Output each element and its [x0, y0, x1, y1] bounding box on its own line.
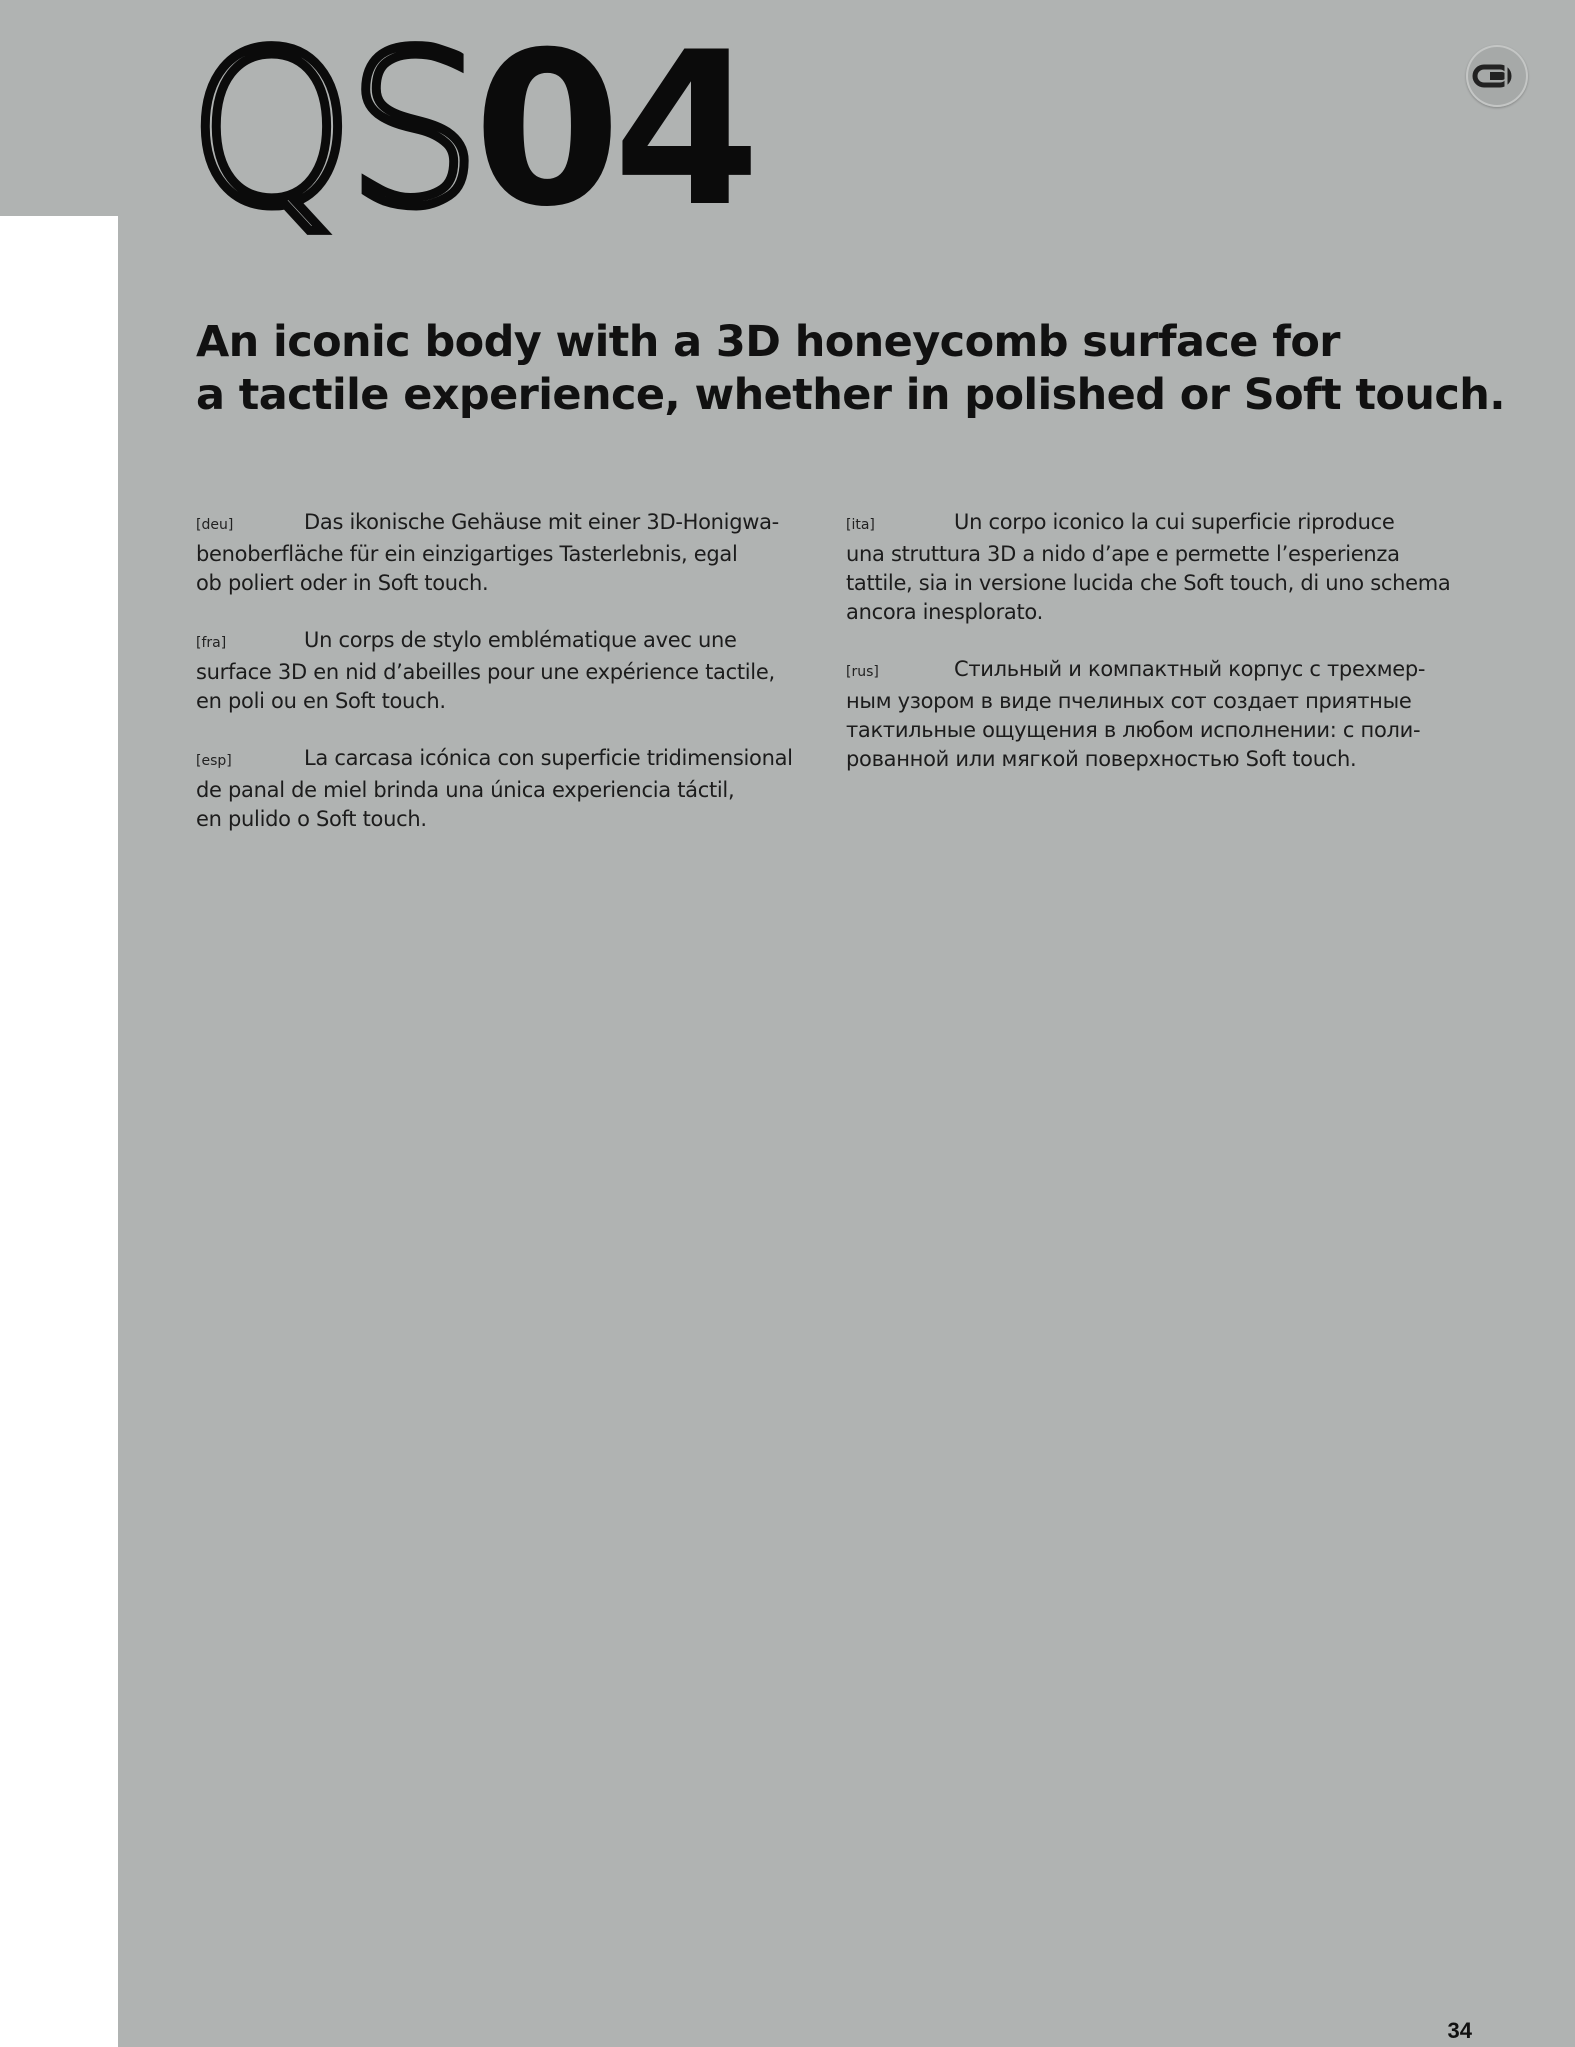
text-line: Das ikonische Gehäuse mit einer 3D-Honigwa- — [304, 510, 779, 534]
text-line: тактильные ощущения в любом исполнении: с поли- — [846, 718, 1421, 742]
lang-tag: [fra] — [196, 635, 227, 651]
text-line: una struttura 3D a nido d’ape e permette l’esperienza — [846, 542, 1400, 566]
lang-tag: [rus] — [846, 664, 879, 680]
text-line: de panal de miel brinda una única experiencia táctil, — [196, 778, 735, 802]
page-number: 34 — [1447, 2018, 1472, 2043]
left-text-column — [196, 508, 836, 862]
text-line: ancora inesplorato. — [846, 600, 1043, 624]
text-line: Un corps de stylo emblématique avec une — [304, 628, 737, 652]
text-line: en pulido o Soft touch. — [196, 807, 427, 831]
lang-tag: [deu] — [196, 517, 234, 533]
left-white-strip — [0, 216, 118, 2047]
text-line: ob poliert oder in Soft touch. — [196, 571, 489, 595]
lang-tag: [esp] — [196, 753, 232, 769]
title-bold: 04 — [473, 6, 753, 253]
text-line: La carcasa icónica con superficie tridimensional — [304, 746, 793, 770]
text-line: surface 3D en nid d’abeilles pour une expérience tactile, — [196, 660, 775, 684]
paragraph-deu — [196, 508, 836, 598]
product-title — [188, 6, 753, 253]
paragraph-esp — [196, 744, 836, 834]
text-line: benoberfläche für ein einzigartiges Tasterlebnis, egal — [196, 542, 738, 566]
title-light: QS — [188, 6, 474, 253]
headline-line-2: a tactile experience, whether in polished or Soft touch. — [196, 370, 1505, 420]
headline-line-1: An iconic body with a 3D honeycomb surface for — [196, 317, 1340, 367]
text-line: Un corpo iconico la cui superficie riproduce — [954, 510, 1395, 534]
paragraph-rus — [846, 655, 1486, 774]
text-line: рованной или мягкой поверхностью Soft touch. — [846, 747, 1357, 771]
paragraph-ita — [846, 508, 1486, 627]
text-line: Стильный и компактный корпус с трехмер- — [954, 657, 1426, 681]
paragraph-fra — [196, 626, 836, 716]
text-line: tattile, sia in versione lucida che Soft touch, di uno schema — [846, 571, 1451, 595]
text-line: ным узором в виде пчелиных сот создает приятные — [846, 689, 1412, 713]
gd-logo-icon — [1466, 45, 1528, 107]
headline — [196, 316, 1505, 422]
text-line: en poli ou en Soft touch. — [196, 689, 446, 713]
lang-tag: [ita] — [846, 517, 875, 533]
right-text-column — [846, 508, 1486, 802]
